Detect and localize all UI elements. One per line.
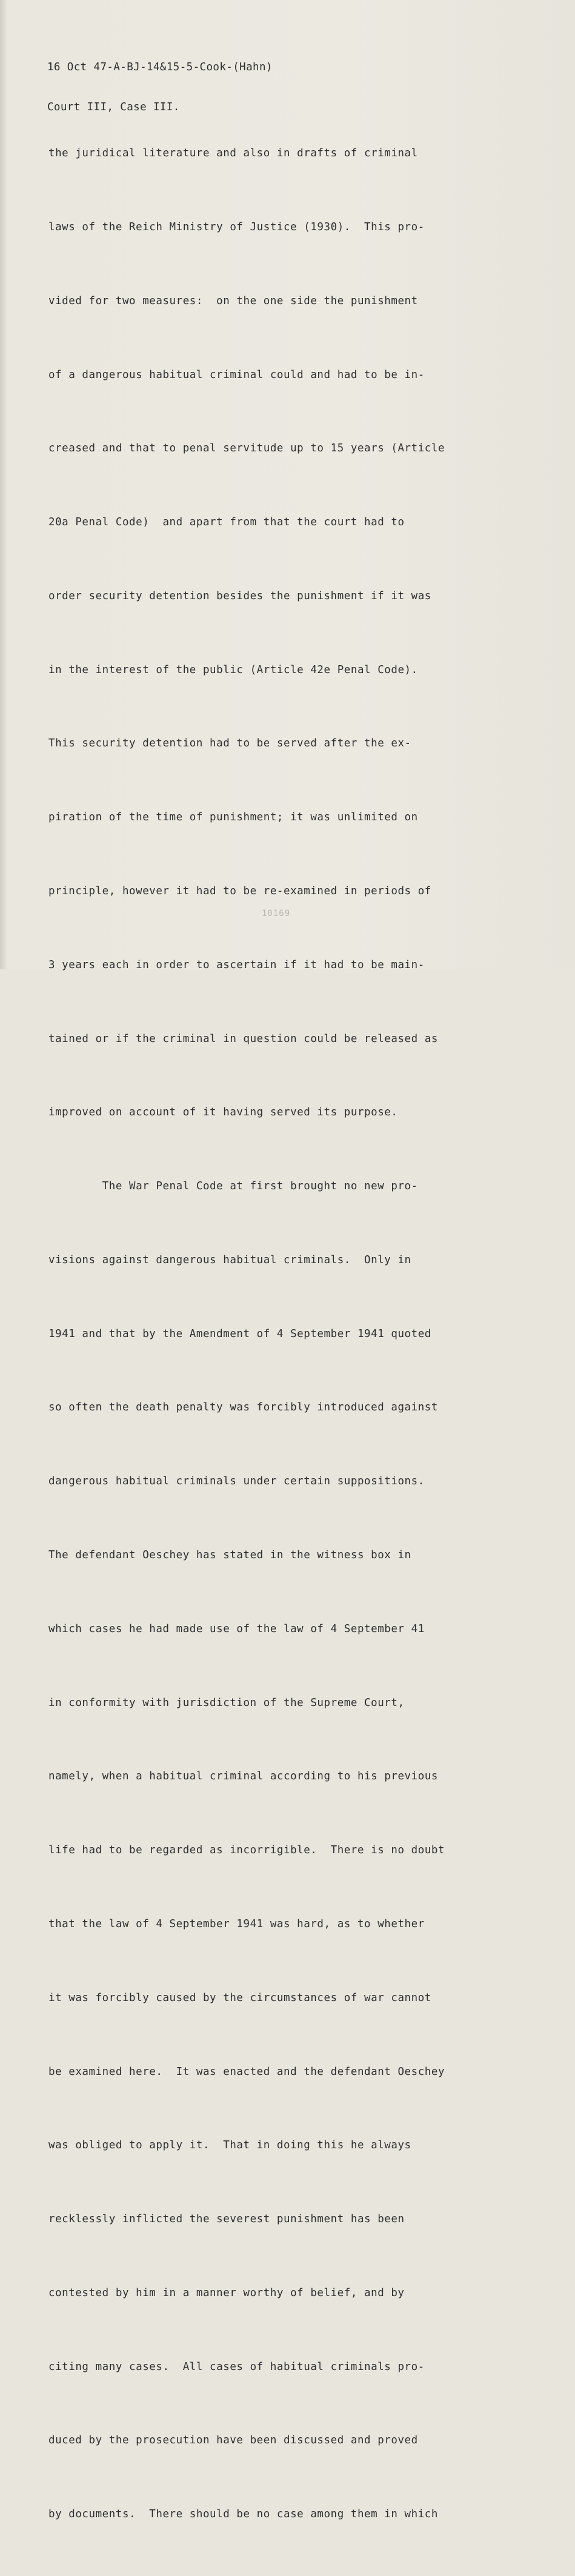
document-body bbox=[48, 92, 497, 2576]
body-line: vided for two measures: on the one side the punishment bbox=[48, 294, 418, 307]
body-line: citing many cases. All cases of habitual criminals pro- bbox=[48, 2360, 425, 2373]
body-line: life had to be regarded as incorrigible. There is no doubt bbox=[48, 1844, 445, 1857]
body-line: principle, however it had to be re-examined in periods of bbox=[48, 885, 431, 897]
body-line: which cases he had made use of the law of 4 September 41 bbox=[48, 1622, 425, 1635]
body-line: was obliged to apply it. That in doing this he always bbox=[48, 2139, 411, 2152]
body-line: piration of the time of punishment; it was unlimited on bbox=[48, 811, 418, 824]
body-line: the juridical literature and also in drafts of criminal bbox=[48, 147, 418, 160]
body-line: duced by the prosecution have been discussed and proved bbox=[48, 2434, 418, 2447]
body-line: so often the death penalty was forcibly introduced against bbox=[48, 1401, 438, 1414]
page-binding-edge bbox=[0, 0, 6, 969]
page-number-stamp: 10169 bbox=[262, 909, 291, 918]
header-reference-line: 16 Oct 47-A-BJ-14&15-5-Cook-(Hahn) bbox=[47, 61, 273, 73]
body-line: The War Penal Code at first brought no new pro- bbox=[48, 1180, 418, 1193]
body-line: contested by him in a manner worthy of belief, and by bbox=[48, 2286, 405, 2299]
body-line: improved on account of it having served its purpose. bbox=[48, 1106, 398, 1119]
body-line: The defendant Oeschey has stated in the witness box in bbox=[48, 1549, 411, 1562]
body-line: laws of the Reich Ministry of Justice (1930). This pro- bbox=[48, 221, 425, 233]
body-line: This security detention had to be served after the ex- bbox=[48, 737, 411, 750]
body-line: that the law of 4 September 1941 was hard, as to whether bbox=[48, 1917, 425, 1930]
body-line: recklessly inflicted the severest punishment has been bbox=[48, 2213, 405, 2226]
body-line: in the interest of the public (Article 42e Penal Code). bbox=[48, 663, 418, 676]
body-line: dangerous habitual criminals under certain suppositions. bbox=[48, 1475, 425, 1488]
body-line: be examined here. It was enacted and the defendant Oeschey bbox=[48, 2065, 445, 2078]
body-line: in conformity with jurisdiction of the Supreme Court, bbox=[48, 1696, 405, 1709]
body-line: of a dangerous habitual criminal could and had to be in- bbox=[48, 368, 425, 381]
body-line: order security detention besides the punishment if it was bbox=[48, 589, 431, 602]
body-line: tained or if the criminal in question could be released as bbox=[48, 1032, 438, 1045]
body-line: 1941 and that by the Amendment of 4 September 1941 quoted bbox=[48, 1327, 431, 1340]
body-line: 20a Penal Code) and apart from that the court had to bbox=[48, 516, 405, 529]
body-line: visions against dangerous habitual criminals. Only in bbox=[48, 1253, 411, 1266]
header-court-line: Court III, Case III. bbox=[47, 101, 180, 113]
body-line: namely, when a habitual criminal according to his previous bbox=[48, 1770, 438, 1783]
body-line: it was forcibly caused by the circumstances of war cannot bbox=[48, 1991, 431, 2004]
body-line: creased and that to penal servitude up to 15 years (Article bbox=[48, 442, 445, 455]
body-line: by documents. There should be no case among them in which bbox=[48, 2508, 438, 2521]
body-line: 3 years each in order to ascertain if it had to be main- bbox=[48, 958, 425, 971]
